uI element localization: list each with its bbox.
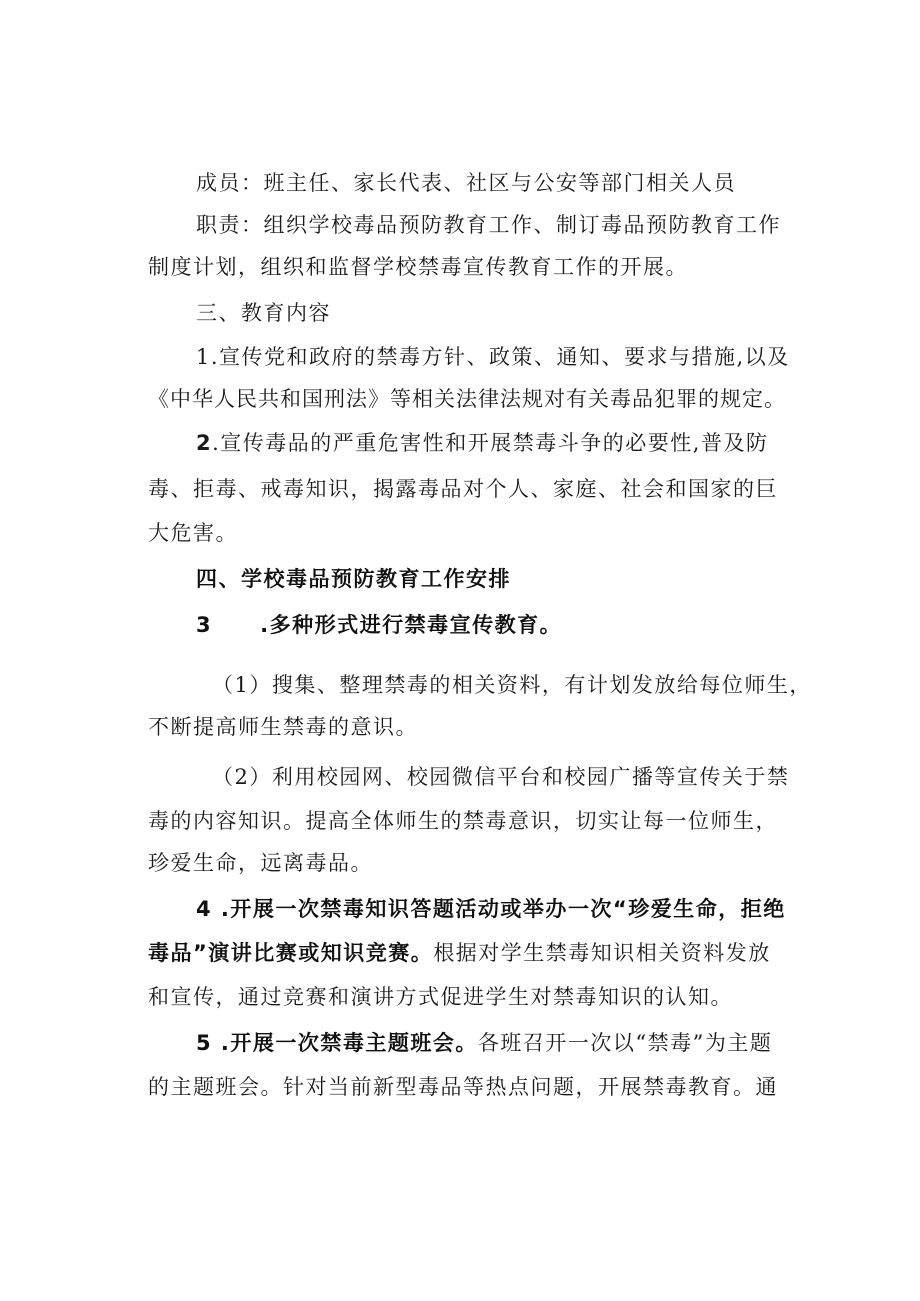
item-5-line-1-bold: 5 .开展一次禁毒主题班会。 [196,1031,478,1055]
sub-2-line-2: 毒的内容知识。提高全体师生的禁毒意识，切实让每一位师生， [148,809,778,833]
item-1-line-1: 1.宣传党和政府的禁毒方针、政策、通知、要求与措施,以及 [196,345,790,369]
sub-2-line-1: （2）利用校园网、校园微信平台和校园广播等宣传关于禁 [212,765,790,789]
members-line: 成员：班主任、家长代表、社区与公安等部门相关人员 [196,171,736,195]
section-4-heading: 四、学校毒品预防教育工作安排 [196,567,511,591]
item-5-line-2: 的主题班会。针对当前新型毒品等热点问题，开展禁毒教育。通 [148,1075,778,1099]
item-2-line-1 [196,428,768,458]
item-4-line-2-rest: 根据对学生禁毒知识相关资料发放 [433,941,771,965]
item-2-text: .宣传毒品的严重危害性和开展禁毒斗争的必要性,普及防 [212,431,769,455]
item-4-line-3: 和宣传，通过竞赛和演讲方式促进学生对禁毒知识的认知。 [148,985,733,1009]
duties-line-1: 职责：组织学校毒品预防教育工作、制订毒品预防教育工作 [196,213,781,237]
item-2-line-2: 毒、拒毒、戒毒知识，揭露毒品对个人、家庭、社会和国家的巨 [148,477,778,501]
duties-line-2: 制度计划，组织和监督学校禁毒宣传教育工作的开展。 [148,255,688,279]
sub-1-line-1: （1）搜集、整理禁毒的相关资料，有计划发放给每位师生， [212,673,812,697]
item-4-line-1: 4 .开展一次禁毒知识答题活动或举办一次“珍爱生命，拒绝 [196,897,786,921]
item-4-line-2-bold: 毒品”演讲比赛或知识竞赛。 [148,941,434,965]
item-4-line-2 [148,938,771,968]
item-2-number: 2 [196,431,213,455]
sub-2-line-3: 珍爱生命，远离毒品。 [148,851,373,875]
sub-1-line-2: 不断提高师生禁毒的意识。 [148,715,418,739]
item-3-heading [196,610,562,640]
item-2-line-3: 大危害。 [148,521,238,545]
item-1-line-2: 《中华人民共和国刑法》等相关法律法规对有关毒品犯罪的规定。 [148,387,786,411]
item-5-line-1 [196,1028,772,1058]
item-3-number: 3 [196,613,213,637]
item-3-text: .多种形式进行禁毒宣传教育。 [260,613,563,637]
section-3-heading: 三、教育内容 [196,301,331,325]
item-5-line-1-rest: 各班召开一次以“禁毒”为主题 [477,1031,773,1055]
